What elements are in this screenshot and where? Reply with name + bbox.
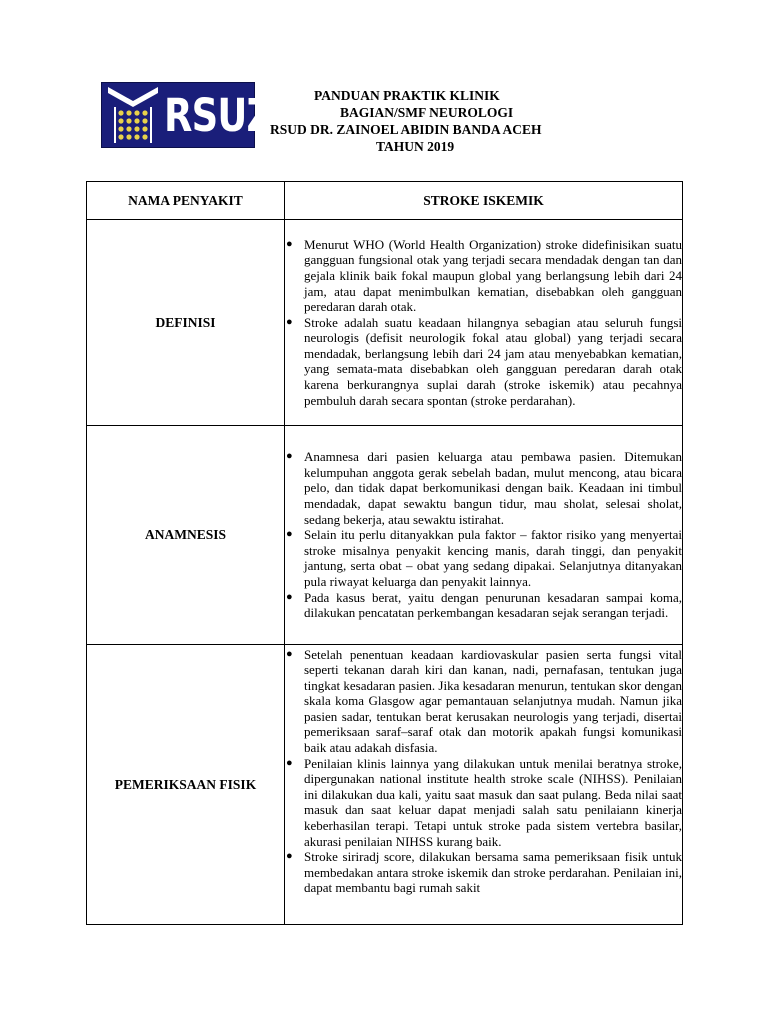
row-content-definisi: [285, 220, 683, 426]
disease-name-label: NAMA PENYAKIT: [87, 182, 285, 220]
table-row-anamnesis: [87, 426, 683, 645]
bullet-icon: ●: [286, 315, 293, 328]
list-item: ● Menurut WHO (World Health Organization) stroke didefinisikan suatu gangguan fungsional otak yang terjadi secara mendadak dengan tan dan gejala klinik baik fokal maupun global yang berlangsung lebih dari 24 jam, atau dapat menimbulkan kematian, disebabkan oleh gangguan peredaran darah otak.: [286, 236, 682, 315]
row-label-definisi: DEFINISI: [87, 220, 285, 426]
header-department: BAGIAN/SMF NEUROLOGI: [340, 105, 514, 120]
bullet-icon: ●: [286, 237, 293, 250]
row-content-pemeriksaan-fisik: [285, 645, 683, 925]
table-row-pemeriksaan-fisik: [87, 645, 683, 925]
bullet-icon: ●: [286, 450, 293, 463]
list-item: ● Pada kasus berat, yaitu dengan penurunan kesadaran sampai koma, dilakukan pencatatan perkembangan kesadaran sejak serangan terjadi.: [286, 589, 682, 621]
clinical-guideline-table: [86, 181, 683, 925]
list-item: ● Selain itu perlu ditanyakkan pula faktor – faktor risiko yang menyertai stroke misalnya penyakit kencing manis, darah tinggi, dan penyakit jantung, serta obat – obat yang sedang dipakai. Selanjutnya ditanyakan pula riwayat keluarga dan penyakit lainnya.: [286, 527, 682, 589]
list-item: ● Anamnesa dari pasien keluarga atau pembawa pasien. Ditemukan kelumpuhan anggota gerak sebelah badan, mulut mencong, atau bicara pelo, dan tidak dapat berkomunikasi dengan baik. Keadaan ini timbul mendadak, dapat sewaktu bangun tidur, mau sholat, selesai sholat, sedang bekerja, atau sewaktu istirahat.: [286, 449, 682, 527]
list-item: ● Stroke adalah suatu keadaan hilangnya sebagian atau seluruh fungsi neurologis (defisit neurologik fokal atau global) yang terjadi secara mendadak, berlangsung lebih dari 24 jam atau menyebabkan kematian, yang semata-mata disebabkan oleh gangguan peredaran darah otak karena berkurangnya suplai darah (stroke iskemik) atau pecahnya pembuluh darah secara spontan (stroke perdarahan).: [286, 314, 682, 408]
row-label-pemeriksaan-fisik: PEMERIKSAAN FISIK: [87, 645, 285, 925]
table-row-definisi: [87, 220, 683, 426]
bullet-icon: ●: [286, 647, 293, 660]
header-hospital: RSUD DR. ZAINOEL ABIDIN BANDA ACEH: [270, 122, 542, 137]
bullet-icon: ●: [286, 756, 293, 769]
list-item: ● Penilaian klinis lainnya yang dilakukan untuk menilai beratnya stroke, dipergunakan national institute health stroke scale (NIHSS). Penilaian ini dilakukan dua kali, yaitu saat masuk dan saat pulang. Beda nilai saat masuk dan saat keluar dapat menjadi salah satu penilaiann kinerja keberhasilan terapi. Tetapi untuk stroke pada sistem vertebra basilar, akurasi penilaian NIHSS kurang baik.: [286, 755, 682, 849]
bullet-icon: ●: [286, 590, 293, 603]
bullet-icon: ●: [286, 528, 293, 541]
rsuza-logo: [101, 82, 301, 148]
header-title: PANDUAN PRAKTIK KLINIK: [314, 88, 500, 103]
disease-name-value: STROKE ISKEMIK: [285, 182, 683, 220]
logo-text: RSUZA: [164, 89, 301, 142]
list-item: ● Setelah penentuan keadaan kardiovaskular pasien serta fungsi vital seperti tekanan darah kiri dan kanan, nadi, pernafasan, tentukan juga tingkat kesadaran pasien. Jika kesadaran menurun, tentukan skor dengan skala koma Glasgow agar pemantauan selanjutnya mudah. Namun jika pasien sadar, tentukan berat kerusakan neurologis yang terjadi, disertai pemeriksaan saraf–saraf otak dan motorik apakah fungsi komunikasi baik atau adakah disfasia.: [286, 646, 682, 756]
list-item: ● Stroke siriradj score, dilakukan bersama sama pemeriksaan fisik untuk membedakan antara stroke iskemik dan stroke perdarahan. Penilaian ini, dapat membantu bagi rumah sakit: [286, 849, 682, 896]
header-year: TAHUN 2019: [376, 139, 455, 154]
row-label-anamnesis: ANAMNESIS: [87, 426, 285, 645]
table-header-row: [87, 182, 683, 220]
bullet-icon: ●: [286, 850, 293, 863]
row-content-anamnesis: [285, 426, 683, 645]
logo-emblem-icon: [102, 83, 164, 147]
